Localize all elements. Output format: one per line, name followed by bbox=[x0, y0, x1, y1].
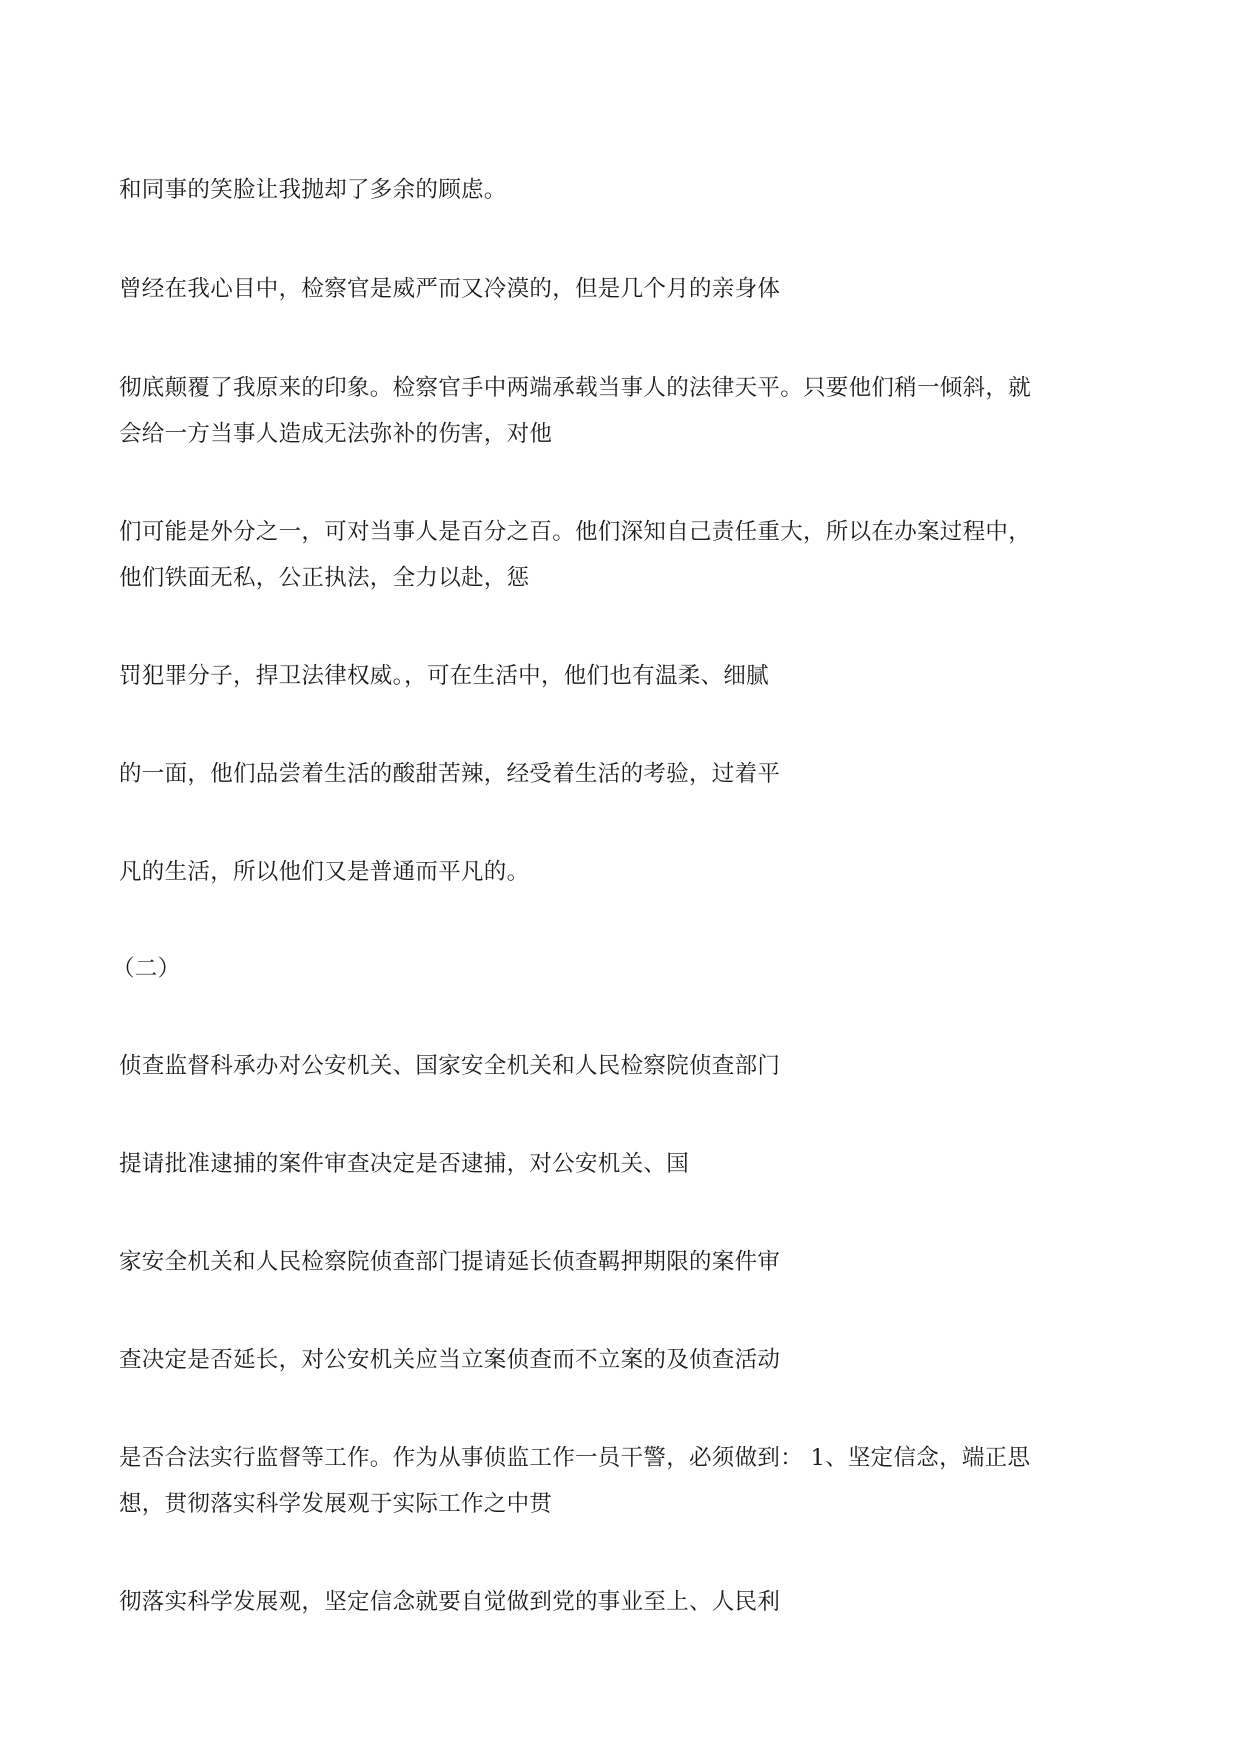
text-line: 会给一方当事人造成无法弥补的伤害，对他 bbox=[119, 421, 553, 447]
text-line: 们可能是外分之一，可对当事人是百分之百。他们深知自己责任重大，所以在办案过程中， bbox=[119, 519, 1032, 545]
text-line: 家安全机关和人民检察院侦查部门提请延长侦查羁押期限的案件审 bbox=[119, 1249, 781, 1275]
text-line: 彻底颠覆了我原来的印象。检察官手中两端承载当事人的法律天平。只要他们稍一倾斜，就 bbox=[119, 375, 1032, 401]
text-line: 凡的生活，所以他们又是普通而平凡的。 bbox=[119, 859, 530, 885]
text-line: 罚犯罪分子，捍卫法律权威。，可在生活中，他们也有温柔、细腻 bbox=[119, 663, 769, 689]
text-line: 的一面，他们品尝着生活的酸甜苦辣，经受着生活的考验，过着平 bbox=[119, 761, 781, 787]
text-line: 彻落实科学发展观，坚定信念就要自觉做到党的事业至上、人民利 bbox=[119, 1589, 781, 1615]
text-line: 查决定是否延长，对公安机关应当立案侦查而不立案的及侦查活动 bbox=[119, 1347, 781, 1373]
section-heading: （二） bbox=[112, 956, 181, 982]
text-line: 他们铁面无私，公正执法，全力以赴，惩 bbox=[119, 565, 530, 591]
text-line: 提请批准逮捕的案件审查决定是否逮捕，对公安机关、国 bbox=[119, 1151, 690, 1177]
text-line: 想，贯彻落实科学发展观于实际工作之中贯 bbox=[119, 1491, 553, 1517]
text-line: 是否合法实行监督等工作。作为从事侦监工作一员干警，必须做到： 1、坚定信念，端正思 bbox=[119, 1445, 1031, 1471]
text-line: 侦查监督科承办对公安机关、国家安全机关和人民检察院侦查部门 bbox=[119, 1053, 781, 1079]
text-line: 和同事的笑脸让我抛却了多余的顾虑。 bbox=[119, 177, 507, 203]
text-line: 曾经在我心目中，检察官是威严而又冷漠的，但是几个月的亲身体 bbox=[119, 276, 781, 302]
